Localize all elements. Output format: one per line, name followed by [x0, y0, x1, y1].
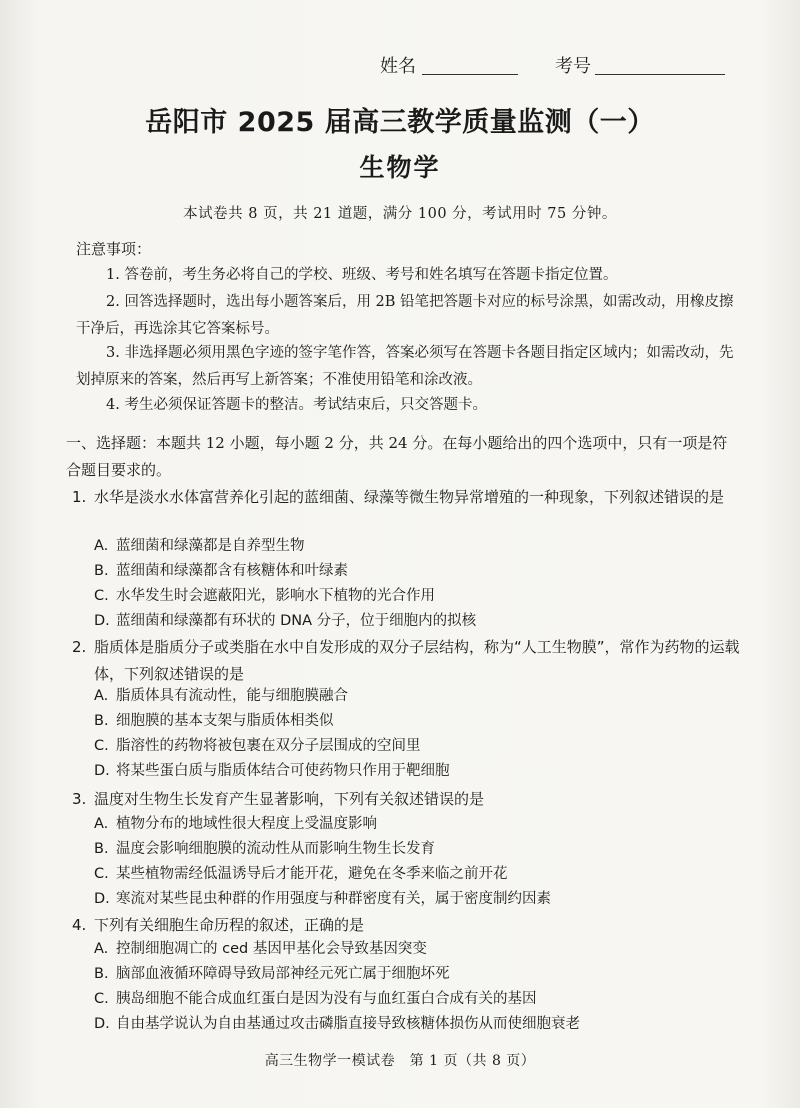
question [72, 634, 740, 688]
option-label: A. [94, 816, 109, 832]
option-text: 控制细胞凋亡的 ced 基因甲基化会导致基因突变 [116, 941, 427, 957]
question [72, 786, 740, 813]
notice-item-text: 回答选择题时，选出每小题答案后，用 2B 铅笔把答题卡对应的标号涂黑，如需改动，用橡皮擦干净后，再选涂其它答案标号。 [76, 294, 734, 337]
notice-item-number: 1. [106, 267, 120, 283]
option-text: 胰岛细胞不能合成血红蛋白是因为没有与血红蛋白合成有关的基因 [116, 991, 537, 1007]
section-heading: 一、选择题：本题共 12 小题，每小题 2 分，共 24 分。在每小题给出的四个选项中，只有一项是符合题目要求的。 [66, 434, 728, 479]
option-label: B. [94, 563, 109, 579]
option-text: 蓝细菌和绿藻都有环状的 DNA 分子，位于细胞内的拟核 [116, 613, 477, 629]
option-label: C. [94, 588, 109, 604]
notice-item-number: 3. [106, 345, 120, 361]
option-text: 自由基学说认为自由基通过攻击磷脂直接导致核糖体损伤从而使细胞衰老 [116, 1016, 580, 1032]
option-label: D. [94, 763, 110, 779]
option-text: 温度会影响细胞膜的流动性从而影响生物生长发育 [116, 841, 435, 857]
option-label: A. [94, 941, 109, 957]
option [94, 709, 734, 734]
notice-item-text: 考生必须保证答题卡的整洁。考试结束后，只交答题卡。 [124, 397, 487, 413]
option-text: 某些植物需经低温诱导后才能开花，避免在冬季来临之前开花 [116, 866, 508, 882]
option-label: A. [94, 688, 109, 704]
option [94, 837, 734, 862]
option-text: 脑部血液循环障碍导致局部神经元死亡属于细胞坏死 [116, 966, 450, 982]
question-number: 3. [72, 790, 87, 808]
option [94, 684, 734, 709]
question-text: 温度对生物生长发育产生显著影响，下列有关叙述错误的是 [94, 790, 485, 808]
notice-item [76, 340, 736, 394]
option-label: D. [94, 1016, 110, 1032]
option [94, 987, 734, 1012]
option-text: 蓝细菌和绿藻都含有核糖体和叶绿素 [116, 563, 348, 579]
option-label: C. [94, 866, 109, 882]
option [94, 534, 734, 559]
notice-item [76, 289, 736, 343]
subject-title: 生物学 [359, 153, 441, 182]
option-text: 蓝细菌和绿藻都是自养型生物 [116, 538, 305, 554]
name-label: 姓名 [380, 56, 416, 77]
exam-info: 本试卷共 8 页，共 21 道题，满分 100 分，考试用时 75 分钟。 [183, 206, 617, 222]
option [94, 734, 734, 759]
option [94, 584, 734, 609]
option [94, 609, 734, 634]
option-text: 水华发生时会遮蔽阳光，影响水下植物的光合作用 [116, 588, 435, 604]
notice-item-number: 4. [106, 397, 120, 413]
question-text: 下列有关细胞生命历程的叙述，正确的是 [94, 916, 365, 934]
option [94, 887, 734, 912]
option-label: B. [94, 841, 109, 857]
option [94, 812, 734, 837]
option-label: B. [94, 713, 109, 729]
question [72, 484, 740, 511]
option-label: D. [94, 891, 110, 907]
question-text: 脂质体是脂质分子或类脂在水中自发形成的双分子层结构，称为“人工生物膜”，常作为药物的运载体，下列叙述错误的是 [94, 638, 740, 683]
question-number: 4. [72, 916, 87, 934]
option-text: 寒流对某些昆虫种群的作用强度与种群密度有关，属于密度制约因素 [116, 891, 551, 907]
notice-item [76, 262, 736, 289]
exam-number-blank [595, 74, 725, 75]
question-number: 1. [72, 488, 87, 506]
option-text: 脂质体具有流动性，能与细胞膜融合 [116, 688, 348, 704]
question-text: 水华是淡水水体富营养化引起的蓝细菌、绿藻等微生物异常增殖的一种现象，下列叙述错误的是 [94, 488, 725, 506]
question [72, 912, 740, 939]
option [94, 1012, 734, 1037]
candidate-fields [380, 52, 740, 78]
option-text: 脂溶性的药物将被包裹在双分子层围成的空间里 [116, 738, 421, 754]
notice-item-number: 2. [106, 294, 120, 310]
option [94, 962, 734, 987]
option-text: 植物分布的地域性很大程度上受温度影响 [116, 816, 377, 832]
option-text: 将某些蛋白质与脂质体结合可使药物只作用于靶细胞 [116, 763, 450, 779]
option-text: 细胞膜的基本支架与脂质体相类似 [116, 713, 334, 729]
notice-item-text: 答卷前，考生务必将自己的学校、班级、考号和姓名填写在答题卡指定位置。 [124, 267, 618, 283]
option-label: D. [94, 613, 110, 629]
notice-item-text: 非选择题必须用黑色字迹的签字笔作答，答案必须写在答题卡各题目指定区域内；如需改动，先划掉原来的答案，然后再写上新答案；不准使用铅笔和涂改液。 [76, 345, 734, 388]
exam-number-label: 考号 [555, 56, 591, 77]
option-label: C. [94, 738, 109, 754]
option-label: B. [94, 966, 109, 982]
exam-title: 岳阳市 2025 届高三教学质量监测（一） [145, 107, 655, 138]
option [94, 559, 734, 584]
notice-heading: 注意事项： [76, 240, 152, 258]
option-label: A. [94, 538, 109, 554]
option [94, 759, 734, 784]
notice-item [76, 392, 736, 419]
option-label: C. [94, 991, 109, 1007]
option [94, 862, 734, 887]
name-blank [422, 74, 518, 75]
question-number: 2. [72, 638, 87, 656]
page-footer: 高三生物学一模试卷 第 1 页（共 8 页） [264, 1053, 536, 1069]
option [94, 937, 734, 962]
